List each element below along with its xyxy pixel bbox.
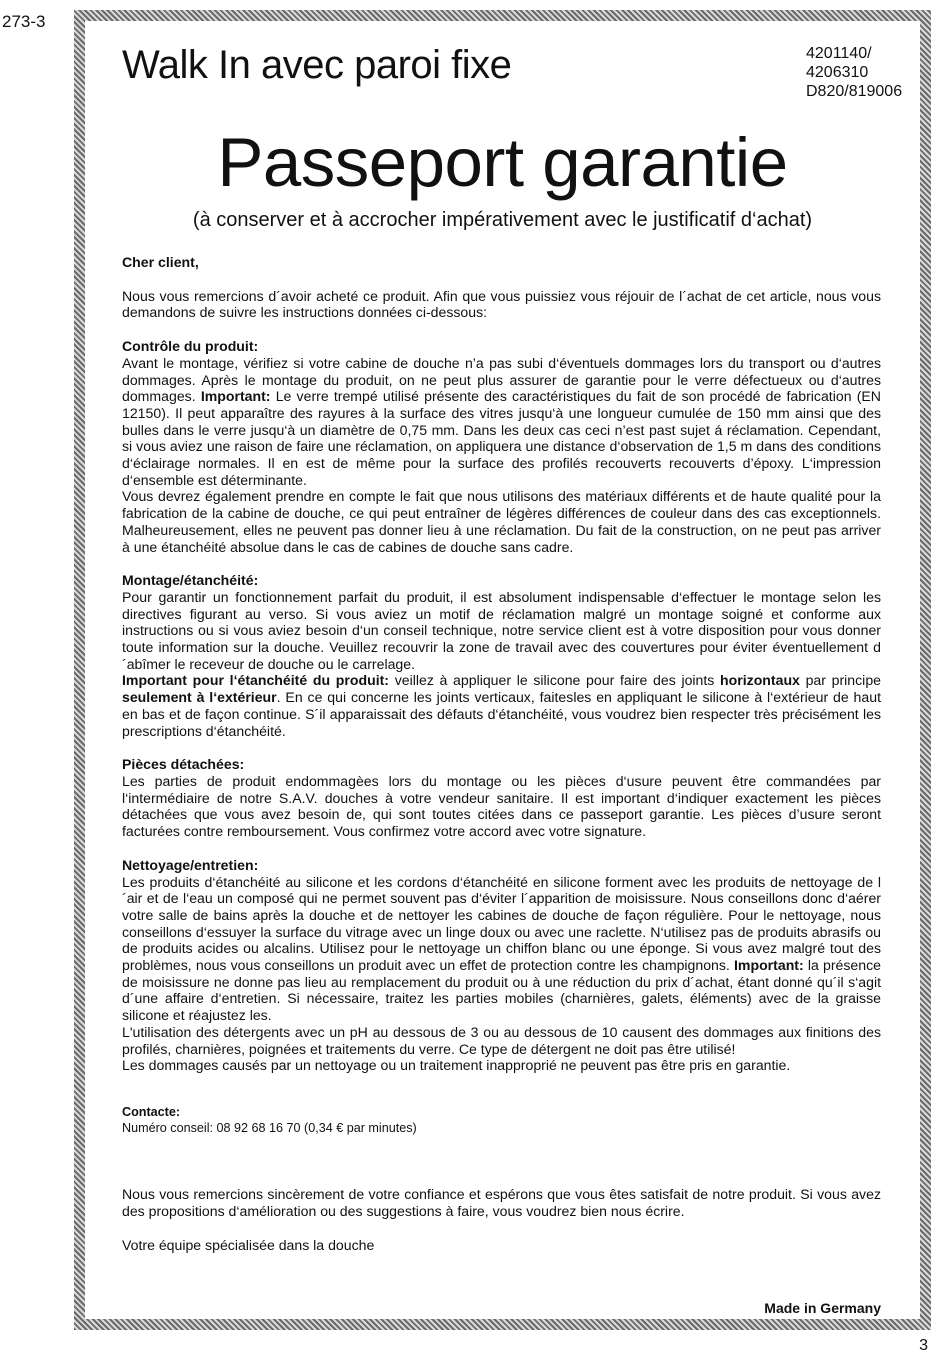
section-paragraph: L'utilisation des détergents avec un pH au dessous de 3 ou au dessous de 10 causent des dommages aux finitions des profilés, charnières, poignées et traitements du verre. Ce type de détergent ne doit pas être utilisé! [122, 1023, 881, 1057]
reference-numbers [806, 44, 922, 101]
document-body [122, 254, 881, 1091]
closing-block [122, 1186, 881, 1254]
section-montage [122, 572, 881, 739]
reference-line: 4206310 [806, 64, 869, 81]
section-pieces [122, 756, 881, 840]
made-in-label: Made in Germany [764, 1300, 881, 1316]
section-title: Nettoyage/entretien: [122, 856, 259, 873]
document-frame [74, 10, 931, 1330]
page-code: 273-3 [2, 12, 46, 31]
section-paragraph: Pour garantir un fonctionnement parfait du produit, il est absolument indispensable d‘effectuer le montage selon les directives figurant au verso. Si vous aviez un motif de réclamation malgré un montage soigné et conforme aux instructions ou si vous aviez besoin d‘un conseil technique, notre service client est à votre disposition pour vous donner toute information sur la douche. Veuillez recouvrir la zone de travail avec des couvertures pour éviter éventuellement d´abîmer le receveur de douche ou le carrelage. [122, 588, 881, 672]
section-nettoyage [122, 857, 881, 1074]
section-title: Contrôle du produit: [122, 338, 259, 355]
section-title: Montage/étanchéité: [122, 572, 259, 589]
section-paragraph: Important pour l‘étanchéité du produit: veillez à appliquer le silicone pour faire des joints horizontaux par principe seulement à l‘extérieur. En ce qui concerne les joints verticaux, faitesles en appliquant le silicone à l‘extérieur de haut en bas et de façon continue. S´il apparaissait des défauts d‘étanchéité, vous voudrez bien respecter très précisément les prescriptions d‘étanchéité. [122, 672, 881, 739]
section-paragraph: Les parties de produit endommagèes lors du montage ou les pièces d‘usure peuvent être commandées par l‘intermédiaire de notre S.A.V. douches à votre vendeur sanitaire. Il est important d‘indiquer exactement les pièces détachées que vous avez besoin de, qui sont toutes citées dans ce passeport garantie. Les pièces d’usure seront facturées contre remboursement. Vous confirmez votre accord avec votre signature. [122, 772, 881, 840]
important-label: Important: [200, 388, 271, 405]
page-heading: Passeport garantie [217, 124, 788, 201]
section-paragraph: Les dommages causés par un nettoyage ou un traitement inapproprié ne peuvent pas être pris en garantie. [122, 1057, 791, 1074]
section-paragraph: Les produits d‘étanchéité au silicone et les cordons d‘étanchéité en silicone forment avec les produits de nettoyage de l´air et de l‘eau un composé qui ne permet souvent pas d‘éviter l´apparition de moisissure. Nous conseillons donc d‘aérer votre salle de bains après la douche et de nettoyer les cabines de douche de façon régulière. Pour le nettoyage, nous conseillons d‘essuyer la surface du vitrage avec un linge doux ou avec une raclette. N‘utilisez pas de produits abrasifs ou de produits acides ou alcalins. Utilisez pour le nettoyage un chiffon blanc ou une éponge. Si vous avez malgré tout des problèmes, nous vous conseillons un produit avec un effet de protection contre les champignons. Important: la présence de moisissure ne donne pas lieu au remplacement du produit ou à une réduction du prix d´achat, étant donné qu´il s‘agit d´une affaire d‘entretien. Si nécessaire, traitez les parties mobiles (charnières, galets, éléments) avec de la graisse silicone et réajustez les. [122, 873, 881, 1024]
reference-line: D820/819006 [806, 83, 903, 100]
page-number: 3 [919, 1337, 928, 1354]
section-paragraph: Avant le montage, vérifiez si votre cabine de douche n’a pas subi d‘éventuels dommages lors du transport ou d‘autres dommages. Après le montage du produit, on ne peut plus assurer de garantie pour le verre défectueux ou d‘autres dommages. Important: Le verre trempé utilisé présente des caractéristiques du fait de son procédé de fabrication (EN 12150). Il peut apparaître des rayures à la surface des vitres jusqu‘à une longueur cumulée de 150 mm ainsi que des bulles dans le verre jusqu‘à un diamètre de 0,75 mm. Dans les deux cas ceci n’est past sujet á réclamation. Cependant, si vous aviez une raison de faire une réclamation, on appliquera une distance d‘observation de 1,5 m dans des conditions d‘éclairage normales. Il en est de même pour la surface des profilés recouverts recouverts d’époxy. L‘impression d‘ensemble est déterminante. [122, 354, 881, 488]
contact-block [122, 1104, 417, 1136]
reference-line: 4201140/ [806, 45, 872, 62]
important-label: Important: [734, 957, 804, 974]
product-title: Walk In avec paroi fixe [122, 43, 512, 87]
section-controle [122, 338, 881, 555]
contact-phone: Numéro conseil: 08 92 68 16 70 (0,34 € par minutes) [122, 1121, 417, 1135]
section-paragraph: Vous devrez également prendre en compte le fait que nous utilisons des matériaux différents et de haute qualité pour la fabrication de la cabine de douche, ce qui peut entraîner de légères différences de couleur dans des cas exceptionnels. Malheureusement, elles ne peuvent pas donner lieu à une réclamation. Du fait de la construction, on ne peut pas arriver à une étanchéité absolue dans le cas de cabines de douche sans cadre. [122, 488, 881, 555]
page-subheading: (à conserver et à accrocher impérativement avec le justificatif d‘achat) [192, 209, 813, 231]
section-title: Pièces détachées: [122, 756, 245, 773]
contact-title: Contacte: [122, 1105, 181, 1119]
closing-paragraph: Nous vous remercions sincèrement de votre confiance et espérons que vous êtes satisfait de notre produit. Si vous avez des propositions d‘amélioration ou des suggestions à faire, vous voudrez bien nous écrire. [122, 1186, 881, 1219]
signoff: Votre équipe spécialisée dans la douche [122, 1237, 375, 1254]
intro-paragraph: Nous vous remercions d´avoir acheté ce produit. Afin que vous puissiez vous réjouir de l´achat de cet article, nous vous demandons de suivre les instructions données ci-dessous: [122, 287, 881, 321]
greeting: Cher client, [122, 254, 199, 270]
